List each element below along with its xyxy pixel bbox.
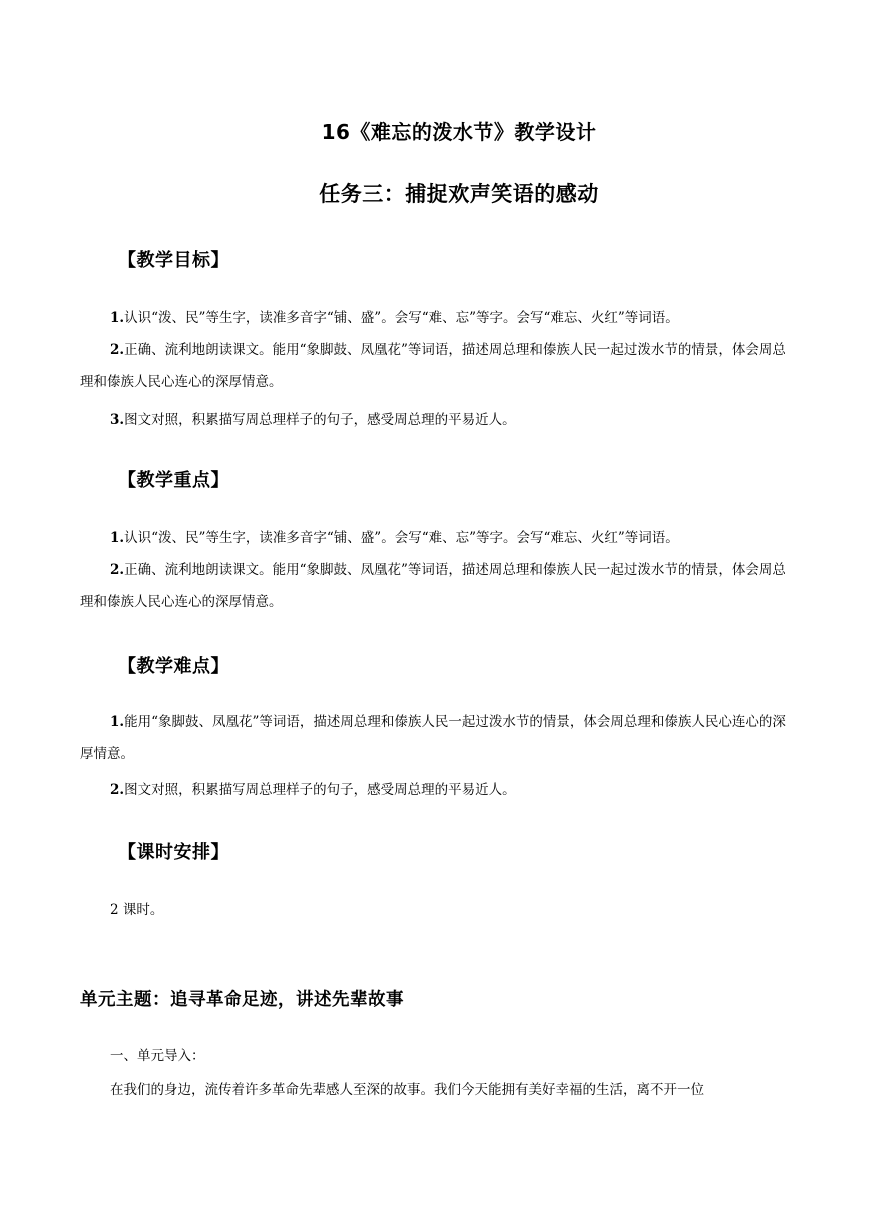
difficulties-heading: 【教学难点】: [118, 656, 229, 677]
schedule-heading: 【课时安排】: [118, 842, 229, 863]
key-points-heading: 【教学重点】: [118, 470, 229, 491]
item-text: 正确、流利地朗读课文。能用“象脚鼓、凤凰花”等词语，描述周总理和傣族人民一起过泼水节的情景，体会周总理和傣族人民心连心的深厚情意。: [80, 342, 786, 390]
difficulty-item-2: [80, 774, 794, 806]
item-number: 2.: [110, 342, 125, 358]
objective-item-2: [80, 334, 794, 398]
item-text: 正确、流利地朗读课文。能用“象脚鼓、凤凰花”等词语，描述周总理和傣族人民一起过泼水节的情景，体会周总理和傣族人民心连心的深厚情意。: [80, 562, 786, 610]
key-point-item-1: [80, 522, 794, 554]
unit-intro-text: 在我们的身边，流传着许多革命先辈感人至深的故事。我们今天能拥有美好幸福的生活，离不开一位: [110, 1082, 704, 1098]
item-text: 图文对照，积累描写周总理样子的句子，感受周总理的平易近人。: [124, 782, 516, 798]
item-number: 1.: [110, 310, 125, 326]
item-text: 能用“象脚鼓、凤凰花”等词语，描述周总理和傣族人民一起过泼水节的情景，体会周总理和傣族人民心连心的深厚情意。: [80, 714, 786, 762]
unit-intro-label: 一、单元导入：: [110, 1048, 205, 1064]
key-point-item-2: [80, 554, 794, 618]
item-number: 3.: [110, 412, 125, 428]
item-number: 2.: [110, 562, 125, 578]
unit-theme-heading: 单元主题：追寻革命足迹，讲述先辈故事: [80, 990, 404, 1010]
item-text: 图文对照，积累描写周总理样子的句子，感受周总理的平易近人。: [124, 412, 516, 428]
document-title: 16《难忘的泼水节》教学设计: [321, 120, 597, 144]
item-number: 2.: [110, 782, 125, 798]
objectives-heading: 【教学目标】: [118, 250, 229, 271]
item-number: 1.: [110, 530, 125, 546]
item-text: 认识“泼、民”等生字，读准多音字“铺、盛”。会写“难、忘”等字。会写“难忘、火红”等词语。: [124, 310, 679, 326]
item-number: 1.: [110, 714, 125, 730]
document-subtitle: 任务三：捕捉欢声笑语的感动: [319, 182, 599, 206]
schedule-text: 2 课时。: [110, 902, 164, 918]
objective-item-1: [80, 302, 794, 334]
item-text: 认识“泼、民”等生字，读准多音字“铺、盛”。会写“难、忘”等字。会写“难忘、火红”等词语。: [124, 530, 679, 546]
difficulty-item-1: [80, 706, 794, 770]
objective-item-3: [80, 404, 794, 436]
